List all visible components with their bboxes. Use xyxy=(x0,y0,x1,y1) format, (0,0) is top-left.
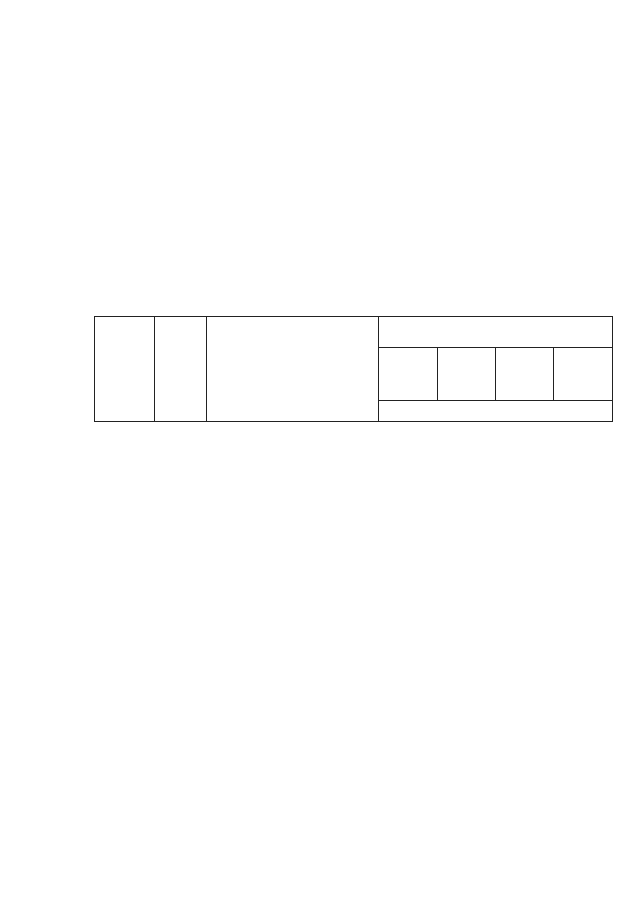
header-age-2 xyxy=(496,347,554,401)
header-age-3 xyxy=(554,347,613,401)
header-age-1 xyxy=(438,347,496,401)
header-location xyxy=(207,317,379,422)
header-age-0 xyxy=(379,347,438,401)
header-org-note xyxy=(379,401,613,422)
header-regime xyxy=(95,317,155,422)
bottom-table xyxy=(94,316,613,422)
header-normative xyxy=(379,317,613,348)
header-duration xyxy=(155,317,207,422)
